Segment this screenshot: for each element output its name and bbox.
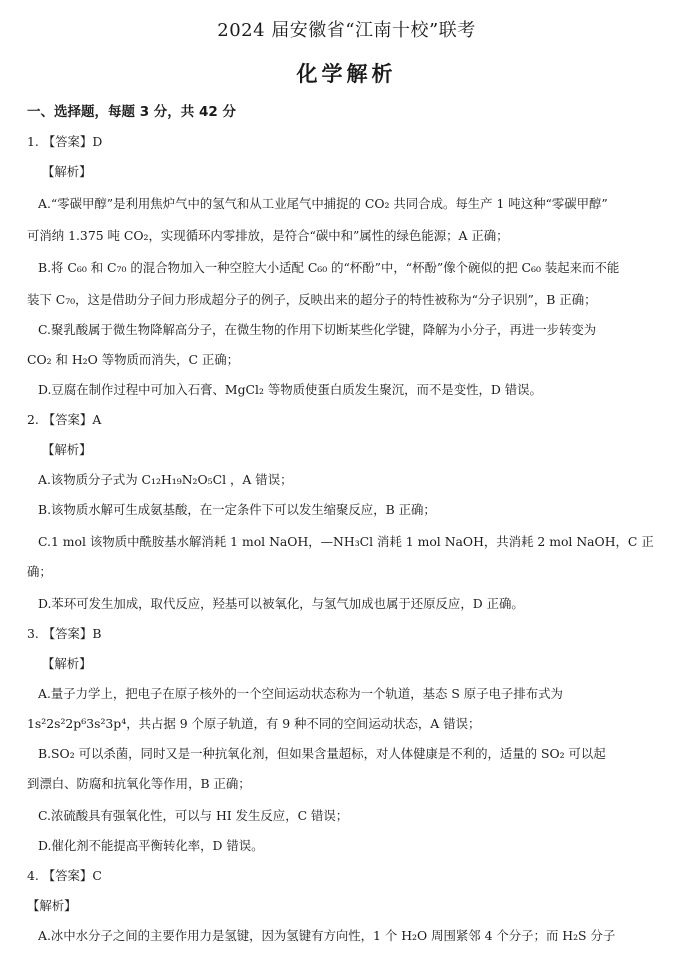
q3-option-b-line1: B.SO₂ 可以杀菌，同时又是一种抗氧化剂，但如果含量超标，对人体健康是不利的，适量的 SO₂ 可以起	[38, 746, 606, 761]
page-title: 化学解析	[296, 62, 397, 86]
q2-answer: 2. 【答案】A	[27, 412, 102, 427]
q3-option-a-line2: 1s²2s²2p⁶3s²3p⁴，共占据 9 个原子轨道，有 9 种不同的空间运动状态，A 错误；	[27, 716, 481, 731]
q2-option-c-line2: 确；	[27, 564, 52, 579]
q4-answer: 4. 【答案】C	[27, 868, 102, 883]
q1-option-d-line1: D.豆腐在制作过程中可加入石膏、MgCl₂ 等物质使蛋白质发生聚沉，而不是变性，D 错误。	[38, 382, 542, 397]
q3-option-d-line1: D.催化剂不能提高平衡转化率，D 错误。	[38, 838, 264, 853]
q2-option-b-line1: B.该物质水解可生成氨基酸，在一定条件下可以发生缩聚反应，B 正确；	[38, 502, 436, 517]
q2-option-d-line1: D.苯环可发生加成，取代反应，羟基可以被氧化，与氢气加成也属于还原反应，D 正确。	[38, 596, 524, 611]
q1-option-b-line1: B.将 C₆₀ 和 C₇₀ 的混合物加入一种空腔大小适配 C₆₀ 的“杯酚”中，“杯酚”像个碗似的把 C₆₀ 装起来而不能	[38, 260, 620, 275]
q1-option-c-line2: CO₂ 和 H₂O 等物质而消失，C 正确；	[27, 352, 240, 367]
q3-option-b-line2: 到漂白、防腐和抗氧化等作用，B 正确；	[27, 776, 251, 791]
q2-option-c-line1: C.1 mol 该物质中酰胺基水解消耗 1 mol NaOH，—NH₃Cl 消耗 1 mol NaOH，共消耗 2 mol NaOH，C 正	[38, 534, 654, 549]
q4-analysis-label: 【解析】	[27, 898, 77, 913]
q2-option-a-line1: A.该物质分子式为 C₁₂H₁₉N₂O₅Cl ，A 错误；	[38, 472, 293, 487]
q3-analysis-label: 【解析】	[42, 656, 92, 671]
q3-answer: 3. 【答案】B	[27, 626, 102, 641]
q1-option-b-line2: 装下 C₇₀，这是借助分子间力形成超分子的例子，反映出来的超分子的特性被称为“分子识别”，B 正确；	[27, 292, 597, 307]
q1-option-a-line1: A.“零碳甲醇”是利用焦炉气中的氢气和从工业尾气中捕捉的 CO₂ 共同合成。每生产 1 吨这种“零碳甲醇”	[38, 196, 608, 211]
q1-option-a-line2: 可消纳 1.375 吨 CO₂，实现循环内零排放，是符合“碳中和”属性的绿色能源；A 正确；	[27, 228, 509, 243]
exam-title: 2024 届安徽省“江南十校”联考	[217, 20, 476, 41]
q3-option-a-line1: A.量子力学上，把电子在原子核外的一个空间运动状态称为一个轨道，基态 S 原子电子排布式为	[38, 686, 563, 701]
q2-analysis-label: 【解析】	[42, 442, 92, 457]
q4-option-a-line1: A.冰中水分子之间的主要作用力是氢键，因为氢键有方向性，1 个 H₂O 周围紧邻 4 个分子；而 H₂S 分子	[38, 928, 616, 943]
q1-analysis-label: 【解析】	[42, 164, 92, 179]
section-heading: 一、选择题，每题 3 分，共 42 分	[27, 104, 236, 120]
q1-option-c-line1: C.聚乳酸属于微生物降解高分子，在微生物的作用下切断某些化学键，降解为小分子，再进一步转变为	[38, 322, 597, 337]
q1-answer: 1. 【答案】D	[27, 134, 103, 149]
q3-option-c-line1: C.浓硫酸具有强氧化性，可以与 HI 发生反应，C 错误；	[38, 808, 349, 823]
